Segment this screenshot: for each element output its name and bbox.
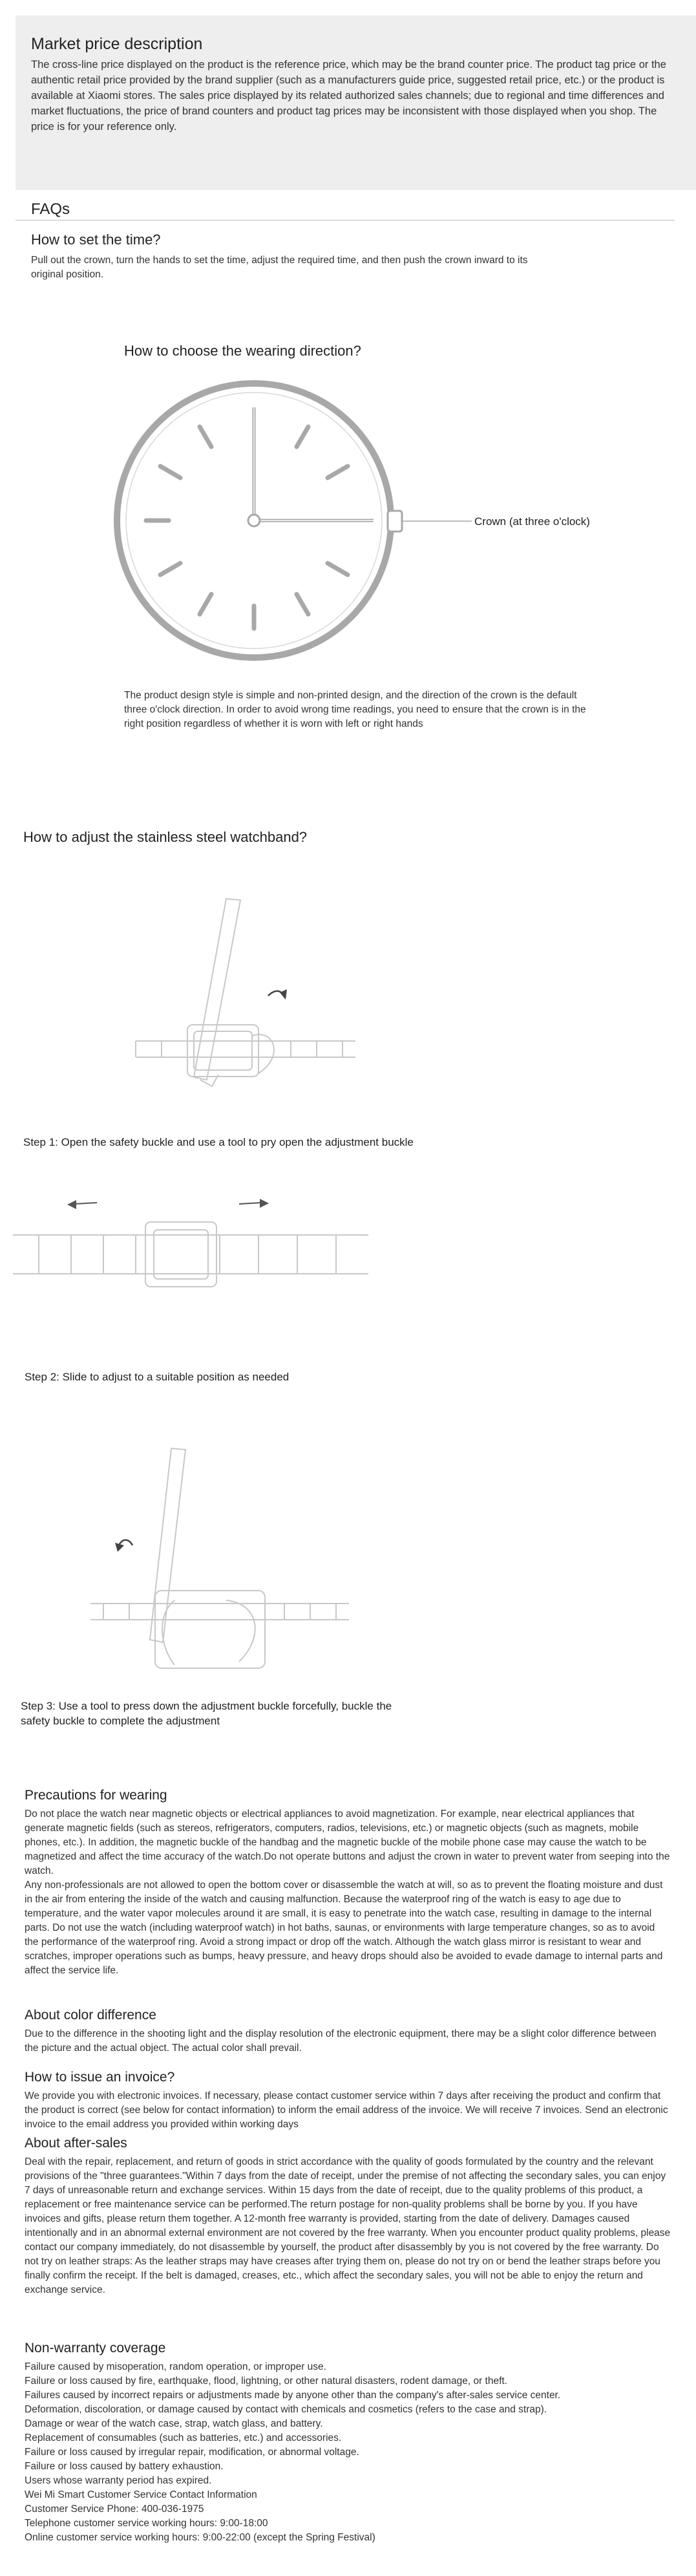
invoice-title: How to issue an invoice? <box>25 2070 175 2085</box>
non-warranty-item: Failure or loss caused by irregular repair, modification, or abnormal voltage. <box>25 2447 359 2458</box>
precautions-text: Do not place the watch near magnetic objects or electrical appliances to avoid magnetization. For example, near electrical appliances that generate magnetic fields (such as stereos, refrigerators, computers, radios, televisions, etc.) or magnetic objects (such as magnets, mobile phones, etc.). In addition, the magnetic buckle of the handbag and the magnetic buckle of the mobile phone case may cause the watch to be magnetized and affect the time accuracy of the watch.Do not operate buttons and adjust the crown in water to prevent water from seeping into the watch. Any non-professionals are not allowed to open the bottom cover or disassemble the watch at will, so as to prevent the floating moisture and dust in the air from entering the inside of the watch and causing malfunction. Because the waterproof ring of the watch is easy to age due to temperature, and the water vapor molecules around it are small, it is easy to penetrate into the watch case, resulting in damage to the internal parts. Do not use the watch (including waterproof watch) in hot baths, saunas, or environments with large temperature changes, so as to avoid the performance of the waterproof ring. Avoid a strong impact or drop off the watch. Although the watch glass mirror is resistant to wear and scratches, improper operations such as bumps, heavy pressure, and heavy drops should also be avoided to evade damage to internal parts and affect the service life. <box>25 1809 670 1976</box>
contact-online-hours: Online customer service working hours: 9:00-22:00 (except the Spring Festival) <box>25 2532 375 2543</box>
precautions-title: Precautions for wearing <box>25 1788 167 1803</box>
market-price-panel <box>16 16 696 190</box>
crown-label: Crown (at three o'clock) <box>474 515 590 528</box>
step3-text-line1: Step 3: Use a tool to press down the adjustment buckle forcefully, buckle the <box>21 1700 392 1712</box>
non-warranty-title: Non-warranty coverage <box>25 2341 166 2356</box>
non-warranty-item: Failure or loss caused by fire, earthquake, flood, lightning, or other natural disasters, rodent damage, or theft. <box>25 2376 507 2387</box>
contact-phone: Customer Service Phone: 400-036-1975 <box>25 2504 204 2515</box>
step1-text: Step 1: Open the safety buckle and use a tool to pry open the adjustment buckle <box>23 1136 414 1148</box>
step2-text: Step 2: Slide to adjust to a suitable position as needed <box>25 1371 290 1383</box>
set-time-title: How to set the time? <box>31 231 161 248</box>
slide-band-illustration <box>0 1164 388 1332</box>
press-buckle-illustration <box>78 1442 388 1675</box>
wearing-text: The product design style is simple and non-printed design, and the direction of the crown is the default three o'clock direction. In order to avoid wrong time readings, you need to ensure that the crown is in the right position regardless of whether it is worn with left or right hands <box>124 690 586 729</box>
color-title: About color difference <box>25 2008 156 2023</box>
non-warranty-item: Users whose warranty period has expired. <box>25 2475 212 2486</box>
contact-phone-hours: Telephone customer service working hours: 9:00-18:00 <box>25 2518 268 2529</box>
watchband-title: How to adjust the stainless steel watchband? <box>23 829 308 845</box>
faqs-heading: FAQs <box>31 200 70 218</box>
set-time-text: Pull out the crown, turn the hands to set the time, adjust the required time, and then push the crown inward to its original position. <box>31 255 528 280</box>
wearing-title: How to choose the wearing direction? <box>124 343 361 359</box>
non-warranty-item: Failure caused by misoperation, random operation, or improper use. <box>25 2361 326 2372</box>
market-price-title: Market price description <box>31 35 203 53</box>
contact-heading: Wei Mi Smart Customer Service Contact Information <box>25 2489 257 2500</box>
non-warranty-item: Deformation, discoloration, or damage caused by contact with chemicals and cosmetics (refers to the case and strap). <box>25 2404 547 2415</box>
non-warranty-item: Failure or loss caused by battery exhaustion. <box>25 2461 224 2472</box>
non-warranty-item: Replacement of consumables (such as batteries, etc.) and accessories. <box>25 2432 342 2443</box>
market-price-text: The cross-line price displayed on the product is the reference price, which may be the brand counter price. The product tag price or the authentic retail price provided by the brand supplier (such as a manufacturers guide price, suggested retail price, etc.) or the product is available at Xiaomi stores. The sales price displayed by its related authorized sales channels; due to regional and time differences and market fluctuations, the price of brand counters and product tag prices may be inconsistent with those displayed when you shop. The price is for your reference only. <box>31 59 666 133</box>
after-sales-title: About after-sales <box>25 2136 127 2151</box>
invoice-text: We provide you with electronic invoices. If necessary, please contact customer service within 7 days after receiving the product and confirm that the product is correct (see below for contact information) to inform the email address of the invoice. We will receive 7 invoices. Send an electronic invoice to the email address you provided within working days <box>25 2090 668 2130</box>
color-text: Due to the difference in the shooting light and the display resolution of the electronic equipment, there may be a slight color difference between the picture and the actual object. The actual color shall prevail. <box>25 2028 657 2054</box>
non-warranty-list <box>25 2360 671 2545</box>
non-warranty-item: Failures caused by incorrect repairs or adjustments made by anyone other than the company's after-sales service center. <box>25 2390 561 2401</box>
non-warranty-item: Damage or wear of the watch case, strap, watch glass, and battery. <box>25 2418 323 2429</box>
after-sales-text: Deal with the repair, replacement, and return of goods in strict accordance with the quality of goods formulated by the country and the relevant provisions of the "three guarantees."Within 7 days from the date of receipt, under the premise of not affecting the secondary sales, you can enjoy 7 days of unreasonable return and exchange services. Within 15 days from the date of receipt, due to the quality problems of this product, a replacement or free maintenance service can be performed.The return postage for non-quality problems shall be borne by you. If you have invoices and gifts, please return them together. A 12-month free warranty is provided, starting from the date of delivery. Damages caused intentionally and in an abnormal external environment are not covered by the free warranty. When you encounter product quality problems, please contact our company immediately, do not disassemble by yourself, the product after disassembly by you is not covered by the free warranty. Do not try on leather straps: As the leather straps may have creases after trying them on, please do not try on or bend the leather straps before you finally confirm the receipt. If the belt is damaged, creases, etc., which affect the secondary sales, you will not be able to enjoy the return and exchange service. <box>25 2156 671 2295</box>
step3-text-line2: safety buckle to complete the adjustment <box>21 1715 220 1727</box>
pry-buckle-illustration <box>97 892 388 1106</box>
